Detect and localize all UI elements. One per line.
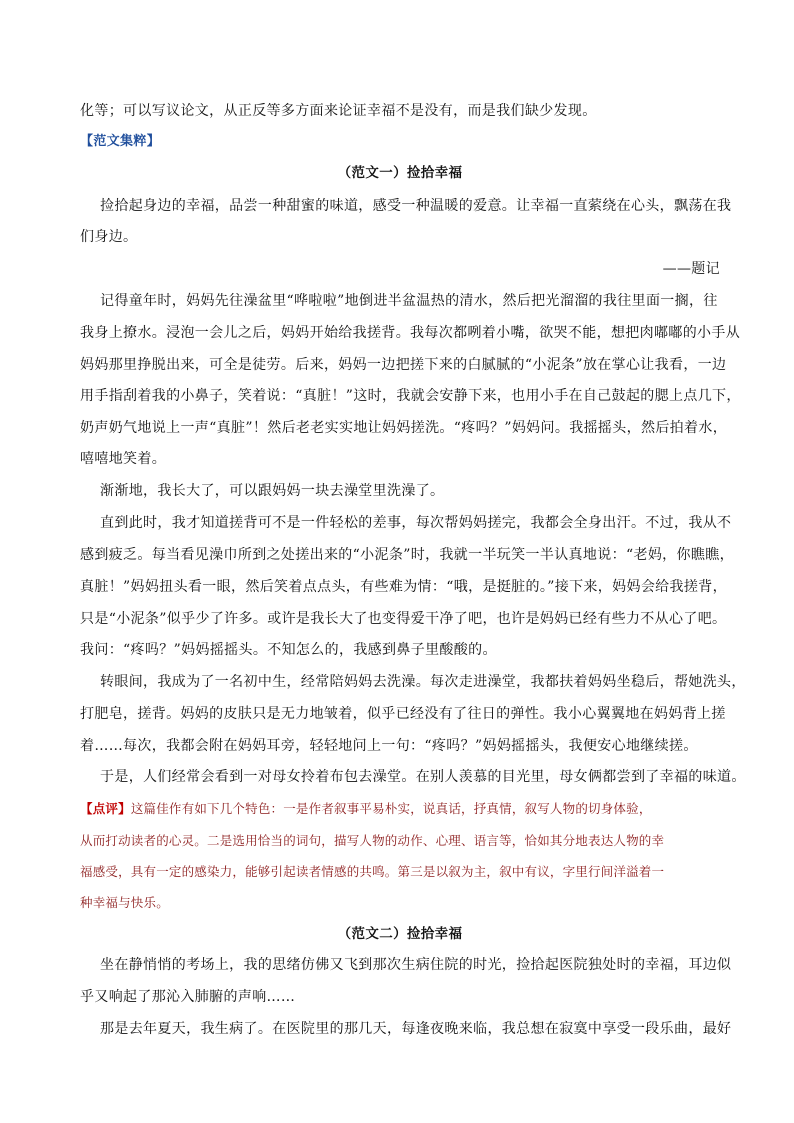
comment-line: 从而打动读者的心灵。二是选用恰当的词句，描写人物的动作、心理、语言等，恰如其分地表达人物的幸	[80, 833, 665, 848]
epigraph-sign: ——题记	[662, 261, 720, 277]
paragraph-line: 只是“小泥条”似乎少了许多。或许是我长大了也变得爱干净了吧，也许是妈妈已经有些力不从心了吧。	[80, 611, 727, 627]
paragraph-line: 记得童年时，妈妈先往澡盆里“哗啦啦”地倒进半盆温热的清水，然后把光溜溜的我往里面一搁，往	[100, 293, 718, 309]
paragraph-line: 于是，人们经常会看到一对母女拎着布包去澡堂。在别人羡慕的目光里，母女俩都尝到了幸福的味道。	[100, 769, 746, 785]
comment-tag: 【点评】	[80, 801, 131, 816]
paragraph-line: 我问：“疼吗？”妈妈摇摇头。不知怎么的，我感到鼻子里酸酸的。	[80, 642, 497, 658]
comment-text: 这篇佳作有如下几个特色：一是作者叙事平易朴实，说真话，抒真情，叙写人物的切身体验，	[130, 801, 652, 816]
epigraph-line: 捡拾起身边的幸福，品尝一种甜蜜的味道，感受一种温暖的爱意。让幸福一直萦绕在心头，飘荡在我	[100, 198, 732, 214]
intro-tail-line: 化等；可以写议论文，从正反等多方面来论证幸福不是没有，而是我们缺少发现。	[80, 103, 597, 119]
paragraph-line: 打肥皂，搓背。妈妈的皮肤只是无力地皱着，似乎已经没有了往日的弹性。我小心翼翼地在妈妈背上搓	[80, 706, 726, 722]
epigraph-line: 们身边。	[80, 229, 138, 245]
paragraph-line: 直到此时，我才知道搓背可不是一件轻松的差事，每次帮妈妈搓完，我都会全身出汗。不过，我从不	[100, 515, 732, 531]
paragraph-line: 嘻嘻地笑着。	[80, 451, 167, 467]
comment-line: 福感受，具有一定的感染力，能够引起读者情感的共鸣。第三是以叙为主，叙中有议，字里行间洋溢着一	[80, 864, 665, 879]
essay1-title: （范文一）捡拾幸福	[337, 165, 463, 181]
paragraph-line: 渐渐地，我长大了，可以跟妈妈一块去澡堂里洗澡了。	[100, 483, 445, 499]
paragraph-line: 着……每次，我都会附在妈妈耳旁，轻轻地问上一句：“疼吗？”妈妈摇摇头，我便安心地继续搓。	[80, 738, 698, 754]
paragraph-line: 坐在静悄悄的考场上，我的思绪仿佛又飞到那次生病住院的时光，捡拾起医院独处时的幸福，耳边似	[100, 957, 732, 973]
section-tag: 【范文集粹】	[80, 134, 161, 149]
paragraph-line: 乎又响起了那沁入肺腑的声响……	[80, 989, 296, 1005]
paragraph-line: 我身上撩水。浸泡一会儿之后，妈妈开始给我搓背。我每次都咧着小嘴，欲哭不能，想把肉嘟嘟的小手从	[80, 325, 741, 341]
paragraph-line: 感到疲乏。每当看见澡巾所到之处搓出来的“小泥条”时，我就一半玩笑一半认真地说：“老妈，你瞧瞧，	[80, 547, 734, 563]
paragraph-line: 用手指刮着我的小鼻子，笑着说：“真脏！”这时，我就会安静下来，也用小手在自己鼓起的腮上点几下，	[80, 388, 741, 404]
paragraph-line: 奶声奶气地说上一声“真脏”！然后老老实实地让妈妈搓洗。“疼吗？”妈妈问。我摇摇头，然后拍着水，	[80, 420, 728, 436]
paragraph-line: 真脏！”妈妈扭头看一眼，然后笑着点点头，有些难为情：“哦，是挺脏的。”接下来，妈妈会给我搓背，	[80, 579, 727, 595]
comment-line	[80, 799, 720, 819]
paragraph-line: 妈妈那里挣脱出来，可全是徒劳。后来，妈妈一边把搓下来的白腻腻的“小泥条”放在掌心让我看，一边	[80, 357, 727, 373]
essay2-title: （范文二）捡拾幸福	[337, 926, 463, 942]
comment-line: 种幸福与快乐。	[80, 895, 169, 910]
paragraph-line: 那是去年夏天，我生病了。在医院里的那几天，每逢夜晚来临，我总想在寂寞中享受一段乐曲，最好	[100, 1021, 732, 1037]
paragraph-line: 转眼间，我成为了一名初中生，经常陪妈妈去洗澡。每次走进澡堂，我都扶着妈妈坐稳后，帮她洗头，	[100, 674, 746, 690]
